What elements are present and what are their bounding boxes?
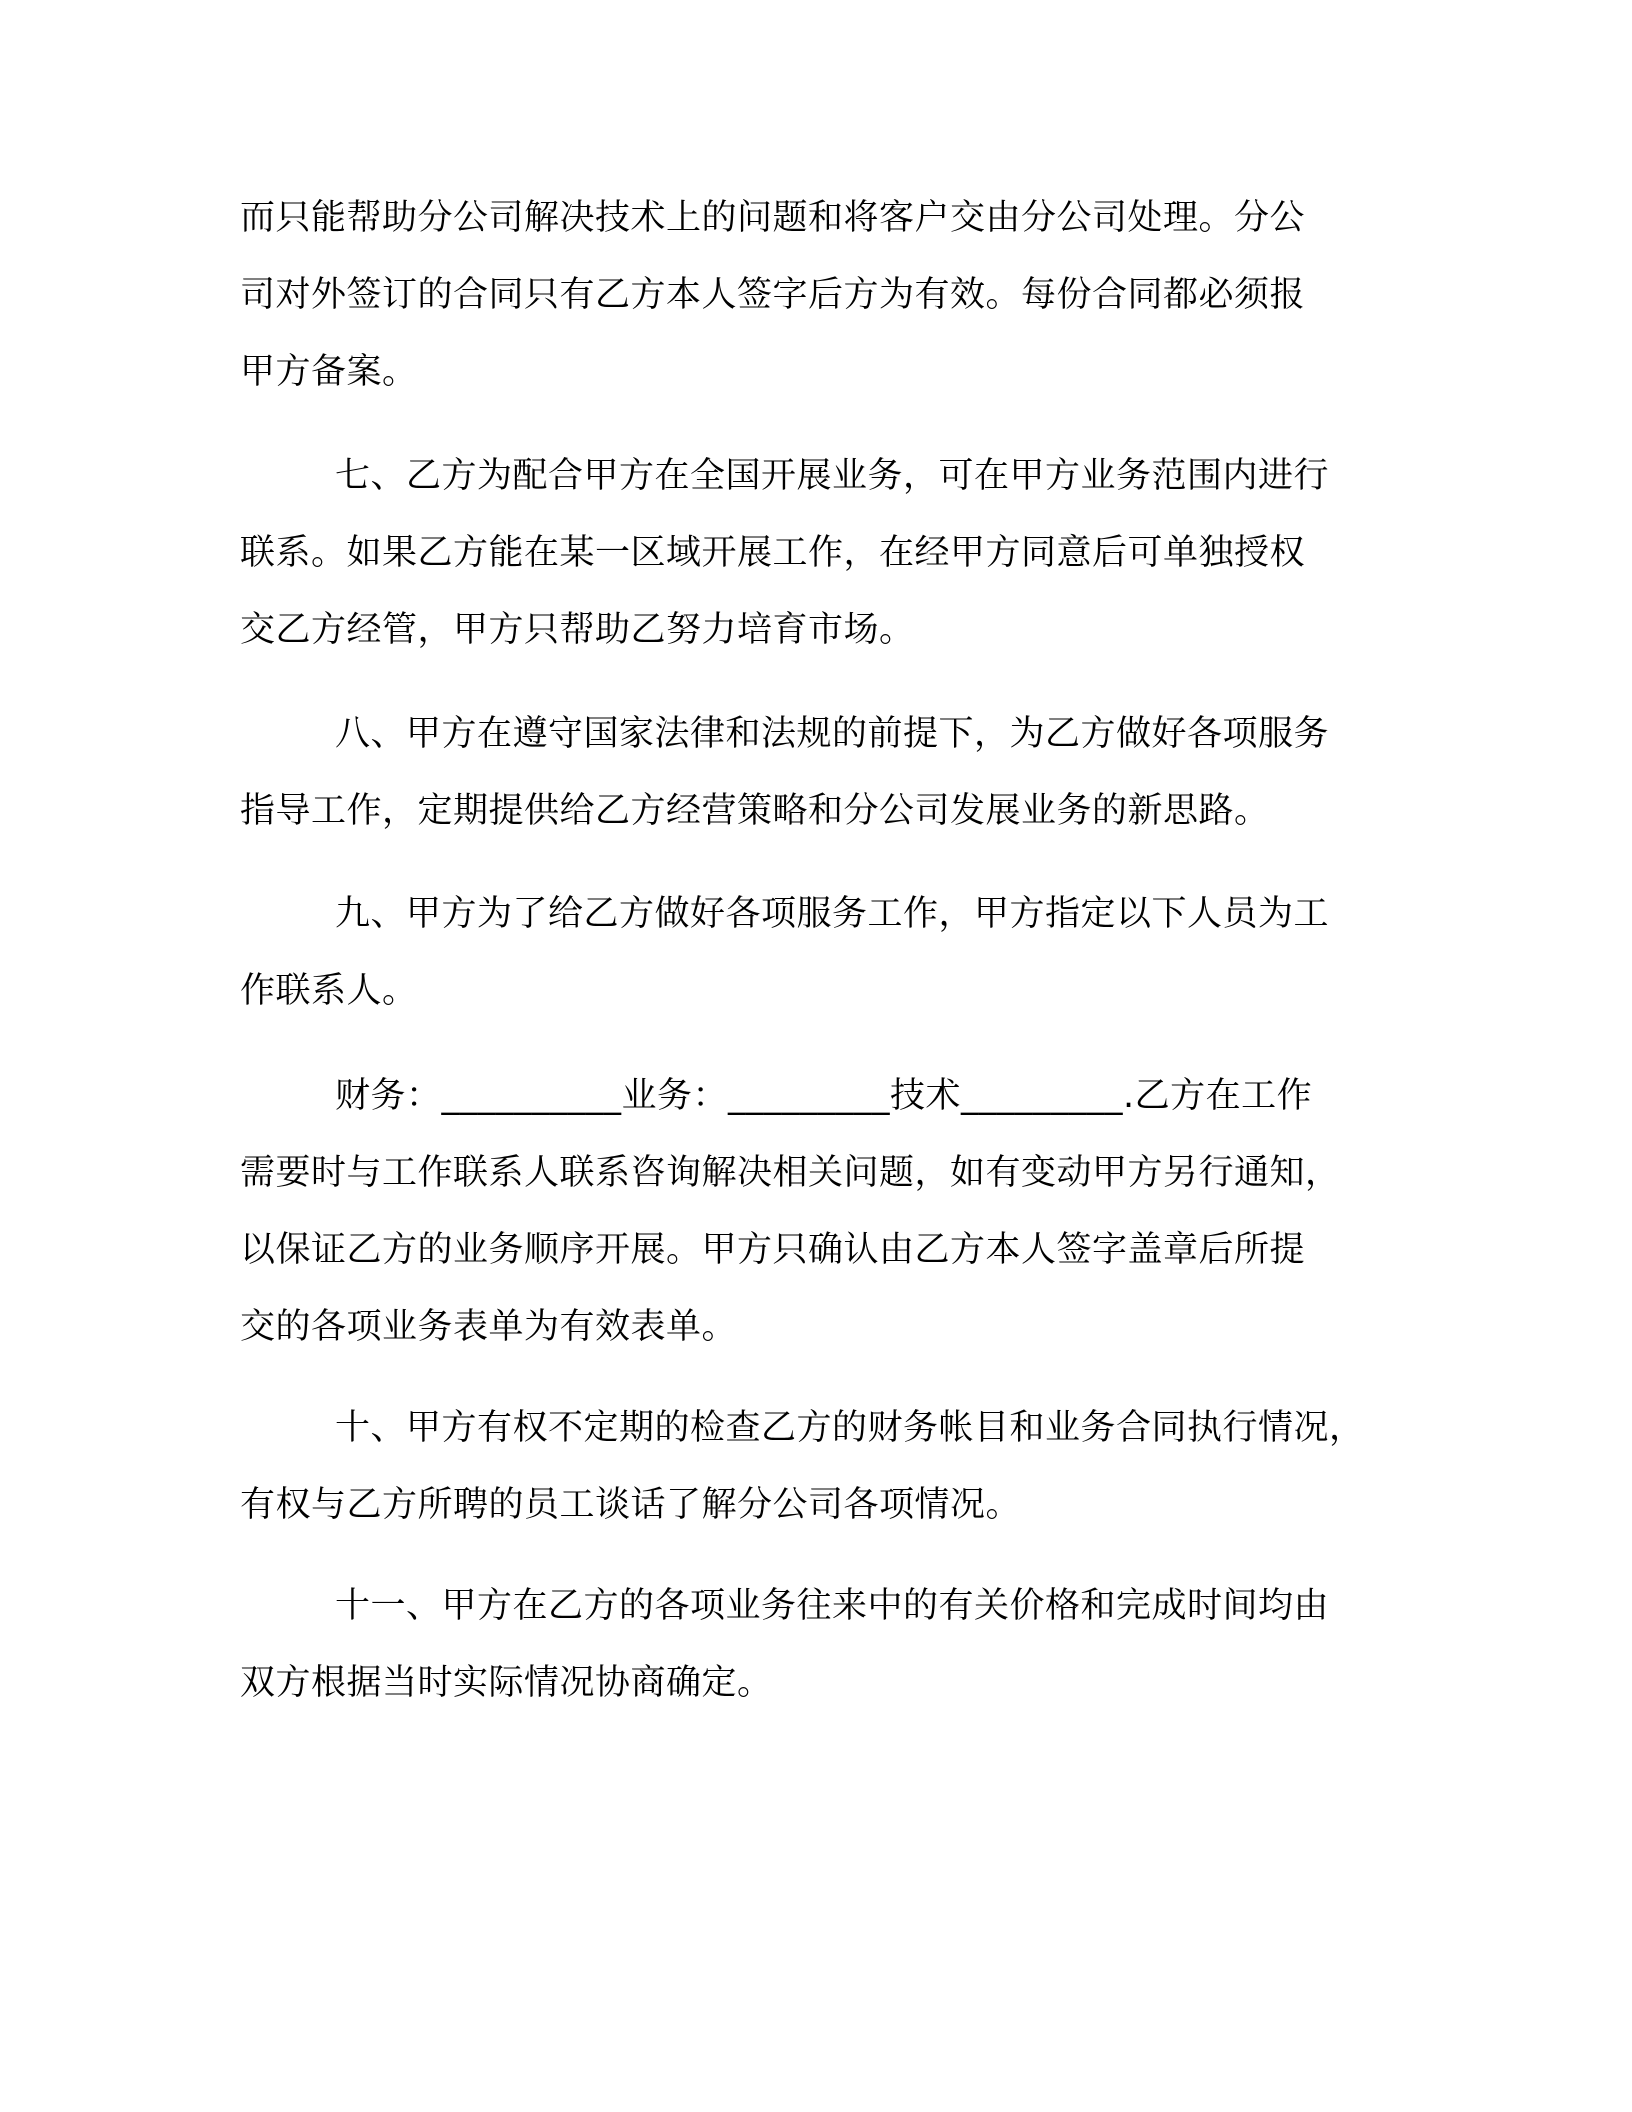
text-line: 财务：__________业务：_________技术_________.乙方在工作 — [335, 1076, 1313, 1116]
text-line: 指导工作，定期提供给乙方经营策略和分公司发展业务的新思路。 — [240, 791, 1270, 831]
text-line: 联系。如果乙方能在某一区域开展工作，在经甲方同意后可单独授权 — [240, 533, 1306, 573]
text-line: 甲方备案。 — [240, 352, 418, 392]
text-line: 交的各项业务表单为有效表单。 — [240, 1307, 738, 1347]
text-line: 七、乙方为配合甲方在全国开展业务，可在甲方业务范围内进行 — [335, 456, 1330, 496]
text-line: 九、甲方为了给乙方做好各项服务工作，甲方指定以下人员为工 — [335, 894, 1330, 934]
text-line: 十一、甲方在乙方的各项业务往来中的有关价格和完成时间均由 — [335, 1586, 1330, 1626]
text-line: 交乙方经管，甲方只帮助乙努力培育市场。 — [240, 610, 915, 650]
paragraph-contacts — [240, 1058, 1420, 1366]
text-line: 八、甲方在遵守国家法律和法规的前提下，为乙方做好各项服务 — [335, 714, 1330, 754]
text-line: 而只能帮助分公司解决技术上的问题和将客户交由分公司处理。分公 — [240, 198, 1306, 238]
text-line: 有权与乙方所聘的员工谈话了解分公司各项情况。 — [240, 1485, 1022, 1525]
text-line: 司对外签订的合同只有乙方本人签字后方为有效。每份合同都必须报 — [240, 275, 1306, 315]
paragraph-clause-7 — [240, 438, 1420, 669]
paragraph-clause-8 — [240, 696, 1420, 850]
text-line: 十、甲方有权不定期的检查乙方的财务帐目和业务合同执行情况， — [335, 1408, 1365, 1448]
text-line: 以保证乙方的业务顺序开展。甲方只确认由乙方本人签字盖章后所提 — [240, 1230, 1306, 1270]
paragraph-clause-9 — [240, 876, 1420, 1030]
paragraph-clause-11 — [240, 1568, 1420, 1722]
text-line: 作联系人。 — [240, 971, 418, 1011]
paragraph-clause-10 — [240, 1390, 1420, 1544]
text-line: 双方根据当时实际情况协商确定。 — [240, 1663, 773, 1703]
text-line: 需要时与工作联系人联系咨询解决相关问题，如有变动甲方另行通知， — [240, 1153, 1341, 1193]
paragraph-continuation — [240, 180, 1420, 411]
